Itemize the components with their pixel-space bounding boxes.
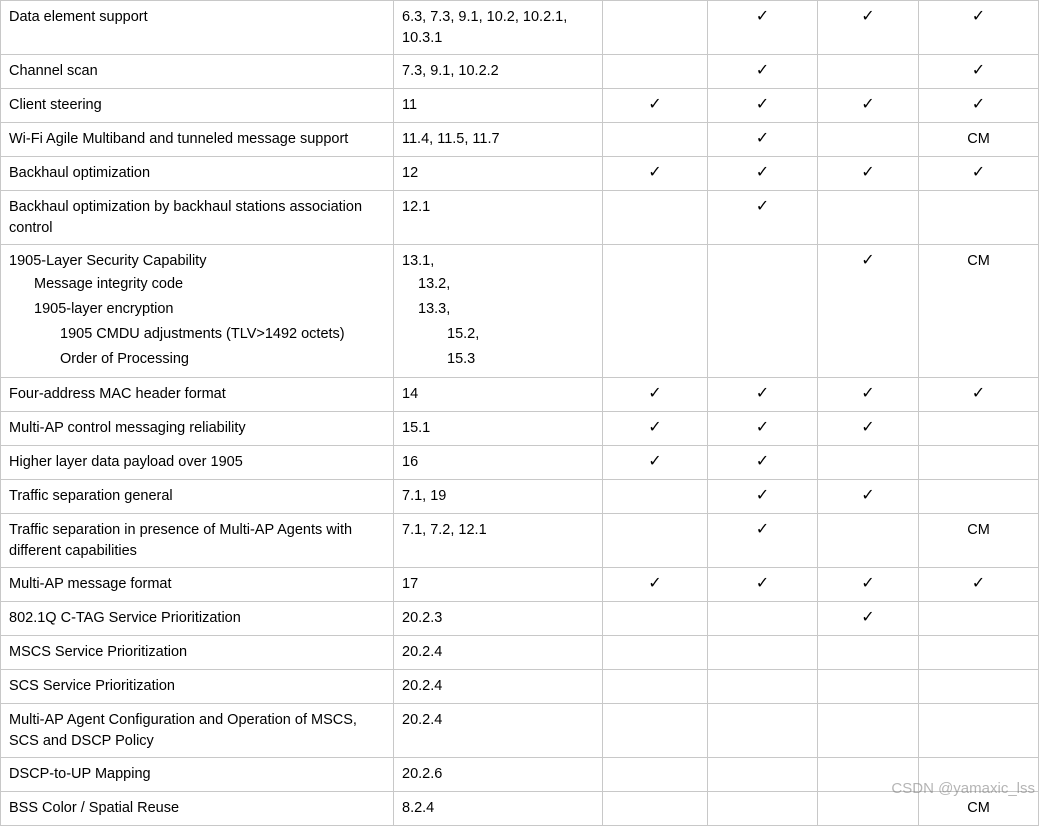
section-cell: 7.1, 7.2, 12.1: [394, 514, 603, 568]
table-row: [1, 480, 1039, 514]
empty-cell: [919, 670, 1039, 704]
section-line: 13.2,: [418, 276, 451, 292]
empty-cell: [603, 792, 708, 826]
empty-cell: [708, 704, 818, 758]
empty-cell: [603, 704, 708, 758]
check-icon: ✓: [818, 480, 919, 514]
section-cell: 7.1, 19: [394, 480, 603, 514]
table-row: [1, 446, 1039, 480]
table-row: [1, 636, 1039, 670]
feature-line: Order of Processing: [60, 351, 189, 367]
empty-cell: [708, 245, 818, 378]
check-icon: ✓: [603, 412, 708, 446]
table-row: [1, 704, 1039, 758]
section-line: 15.2,: [447, 326, 480, 342]
empty-cell: [919, 704, 1039, 758]
feature-cell: Traffic separation general: [1, 480, 394, 514]
empty-cell: [919, 446, 1039, 480]
check-icon: ✓: [603, 89, 708, 123]
check-icon: ✓: [708, 412, 818, 446]
section-cell: 14: [394, 378, 603, 412]
feature-cell: SCS Service Prioritization: [1, 670, 394, 704]
check-icon: ✓: [919, 55, 1039, 89]
check-icon: ✓: [818, 378, 919, 412]
feature-table-body: [1, 1, 1039, 826]
check-icon: ✓: [818, 412, 919, 446]
check-icon: ✓: [603, 378, 708, 412]
feature-cell: Wi-Fi Agile Multiband and tunneled message support: [1, 123, 394, 157]
check-icon: ✓: [708, 480, 818, 514]
table-row: [1, 412, 1039, 446]
empty-cell: [919, 191, 1039, 245]
feature-cell: MSCS Service Prioritization: [1, 636, 394, 670]
table-row: [1, 602, 1039, 636]
check-icon: ✓: [818, 568, 919, 602]
check-icon: ✓: [603, 446, 708, 480]
empty-cell: [603, 758, 708, 792]
check-icon: ✓: [919, 568, 1039, 602]
check-icon: ✓: [919, 157, 1039, 191]
check-icon: ✓: [708, 1, 818, 55]
empty-cell: [603, 514, 708, 568]
section-cell: 17: [394, 568, 603, 602]
check-icon: ✓: [708, 378, 818, 412]
check-icon: ✓: [818, 245, 919, 378]
check-icon: ✓: [818, 89, 919, 123]
feature-cell: [1, 245, 394, 378]
empty-cell: [603, 55, 708, 89]
table-row: [1, 378, 1039, 412]
table-row: [1, 191, 1039, 245]
feature-cell: Client steering: [1, 89, 394, 123]
feature-line: 1905-Layer Security Capability: [9, 253, 207, 269]
feature-cell: Channel scan: [1, 55, 394, 89]
section-cell: 20.2.4: [394, 704, 603, 758]
empty-cell: [708, 758, 818, 792]
check-icon: ✓: [919, 378, 1039, 412]
empty-cell: [818, 55, 919, 89]
empty-cell: [818, 191, 919, 245]
check-icon: ✓: [818, 1, 919, 55]
feature-line: 1905-layer encryption: [34, 301, 174, 317]
feature-cell: 802.1Q C-TAG Service Prioritization: [1, 602, 394, 636]
table-row: [1, 89, 1039, 123]
feature-cell: Multi-AP Agent Configuration and Operation of MSCS, SCS and DSCP Policy: [1, 704, 394, 758]
feature-cell: Higher layer data payload over 1905: [1, 446, 394, 480]
check-icon: ✓: [603, 568, 708, 602]
empty-cell: [818, 446, 919, 480]
feature-cell: Data element support: [1, 1, 394, 55]
feature-cell: BSS Color / Spatial Reuse: [1, 792, 394, 826]
feature-line: Message integrity code: [34, 276, 184, 292]
section-cell: 12.1: [394, 191, 603, 245]
section-cell: 7.3, 9.1, 10.2.2: [394, 55, 603, 89]
empty-cell: [818, 636, 919, 670]
feature-cell: Multi-AP control messaging reliability: [1, 412, 394, 446]
check-icon: ✓: [919, 1, 1039, 55]
empty-cell: [919, 602, 1039, 636]
feature-line: 1905 CMDU adjustments (TLV>1492 octets): [60, 326, 345, 342]
check-icon: ✓: [708, 123, 818, 157]
check-icon: ✓: [708, 568, 818, 602]
empty-cell: [919, 758, 1039, 792]
section-line: 13.3,: [418, 301, 451, 317]
empty-cell: [708, 792, 818, 826]
empty-cell: [818, 704, 919, 758]
table-row: [1, 514, 1039, 568]
section-line: 15.3: [447, 351, 476, 367]
empty-cell: [603, 602, 708, 636]
feature-cell: Traffic separation in presence of Multi-AP Agents with different capabilities: [1, 514, 394, 568]
empty-cell: [919, 480, 1039, 514]
feature-cell: Four-address MAC header format: [1, 378, 394, 412]
table-row: [1, 157, 1039, 191]
section-cell: 20.2.3: [394, 602, 603, 636]
section-cell: 11: [394, 89, 603, 123]
table-row: [1, 1, 1039, 55]
table-row: [1, 123, 1039, 157]
section-cell: [394, 245, 603, 378]
table-row: [1, 245, 1039, 378]
watermark: CSDN @yamaxic_lss: [891, 780, 1035, 797]
check-icon: ✓: [708, 157, 818, 191]
check-icon: ✓: [818, 602, 919, 636]
empty-cell: [603, 1, 708, 55]
table-row: [1, 758, 1039, 792]
section-cell: 20.2.6: [394, 758, 603, 792]
check-icon: ✓: [603, 157, 708, 191]
empty-cell: [603, 245, 708, 378]
cm-cell: CM: [919, 792, 1039, 826]
cm-cell: CM: [919, 514, 1039, 568]
table-row: [1, 55, 1039, 89]
empty-cell: [708, 670, 818, 704]
section-cell: 15.1: [394, 412, 603, 446]
empty-cell: [708, 602, 818, 636]
empty-cell: [818, 123, 919, 157]
section-cell: 11.4, 11.5, 11.7: [394, 123, 603, 157]
check-icon: ✓: [708, 446, 818, 480]
empty-cell: [603, 123, 708, 157]
check-icon: ✓: [708, 89, 818, 123]
check-icon: ✓: [919, 89, 1039, 123]
empty-cell: [603, 480, 708, 514]
feature-cell: DSCP-to-UP Mapping: [1, 758, 394, 792]
empty-cell: [603, 636, 708, 670]
empty-cell: [919, 412, 1039, 446]
check-icon: ✓: [818, 157, 919, 191]
check-icon: ✓: [708, 514, 818, 568]
feature-cell: Multi-AP message format: [1, 568, 394, 602]
section-cell: 8.2.4: [394, 792, 603, 826]
cm-cell: CM: [919, 123, 1039, 157]
table-row: [1, 670, 1039, 704]
empty-cell: [708, 636, 818, 670]
empty-cell: [818, 758, 919, 792]
check-icon: ✓: [708, 55, 818, 89]
check-icon: ✓: [708, 191, 818, 245]
section-cell: 20.2.4: [394, 636, 603, 670]
empty-cell: [603, 670, 708, 704]
section-cell: 20.2.4: [394, 670, 603, 704]
empty-cell: [818, 670, 919, 704]
empty-cell: [919, 636, 1039, 670]
empty-cell: [818, 792, 919, 826]
empty-cell: [603, 191, 708, 245]
section-line: 13.1,: [402, 253, 435, 269]
feature-cell: Backhaul optimization by backhaul stations association control: [1, 191, 394, 245]
feature-cell: Backhaul optimization: [1, 157, 394, 191]
section-cell: 6.3, 7.3, 9.1, 10.2, 10.2.1, 10.3.1: [394, 1, 603, 55]
table-row: [1, 568, 1039, 602]
section-cell: 12: [394, 157, 603, 191]
table-row: [1, 792, 1039, 826]
section-cell: 16: [394, 446, 603, 480]
cm-cell: CM: [919, 245, 1039, 378]
empty-cell: [818, 514, 919, 568]
